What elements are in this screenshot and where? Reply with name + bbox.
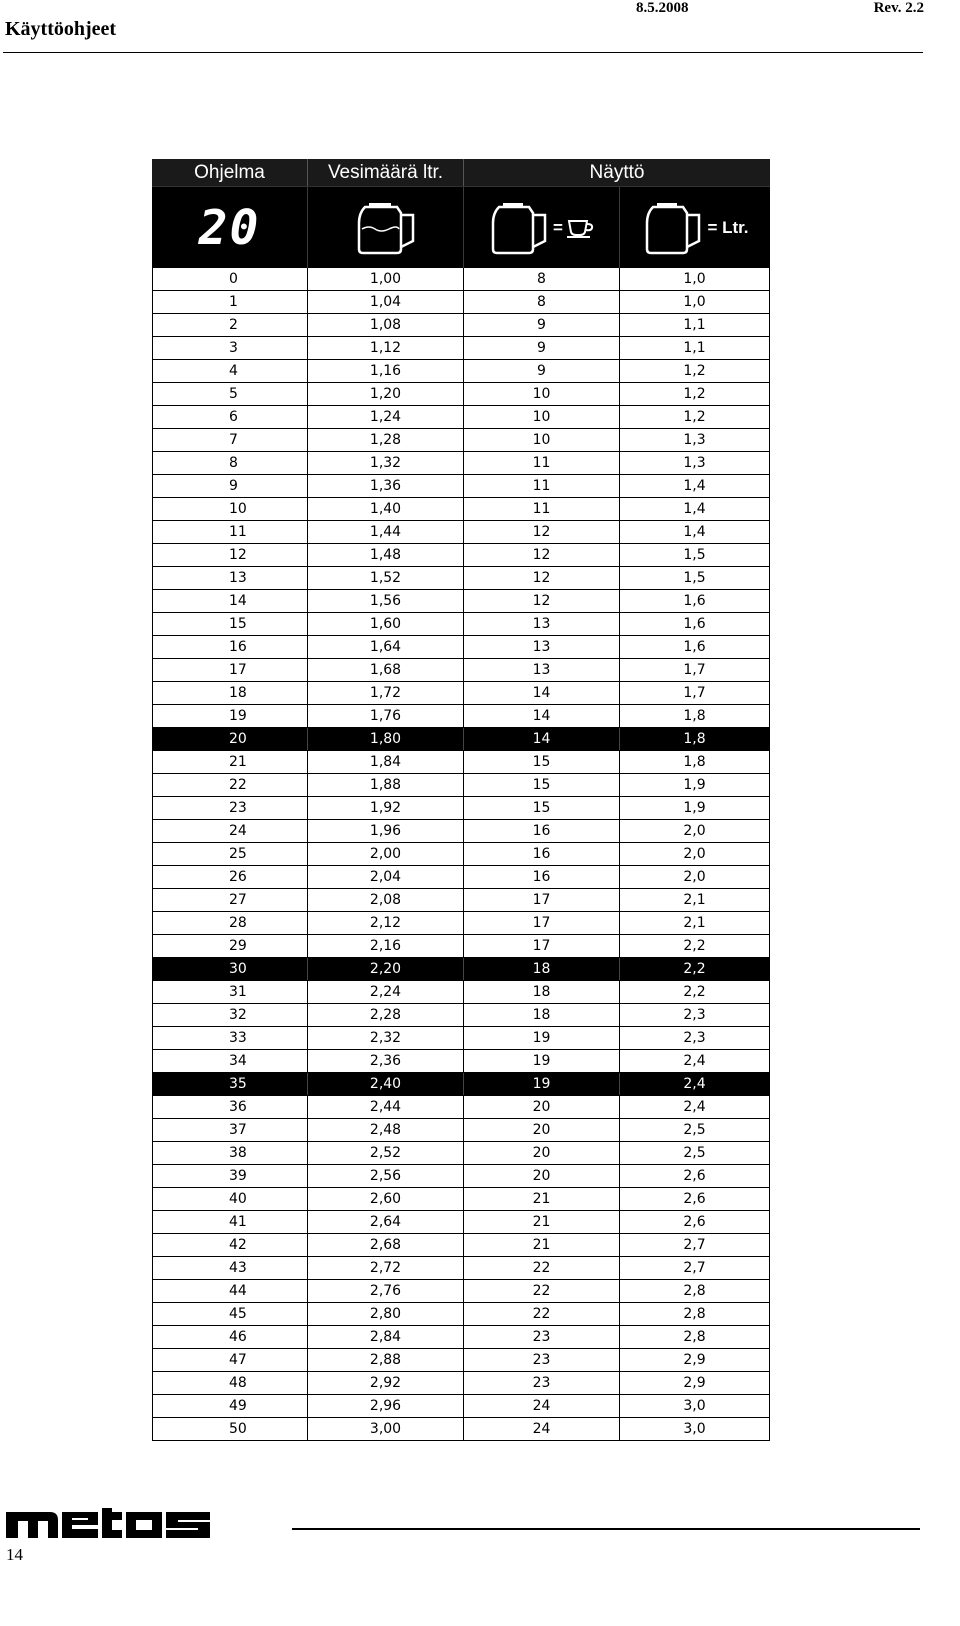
table-row <box>153 405 769 428</box>
water-cell: 1,56 <box>308 590 464 612</box>
cups-cell: 18 <box>464 958 620 980</box>
liters-cell: 2,1 <box>683 892 706 908</box>
liters-cell: 1,6 <box>683 639 706 655</box>
cups-cell: 13 <box>464 659 620 681</box>
table-row <box>153 1348 769 1371</box>
liters-cell: 2,7 <box>683 1260 706 1276</box>
cups-cell: 18 <box>464 981 620 1003</box>
cups-cell: 20 <box>464 1165 620 1187</box>
cups-cell: 8 <box>464 268 620 290</box>
water-cell: 1,60 <box>308 613 464 635</box>
table-row <box>153 1095 769 1118</box>
program-cell: 1 <box>153 291 308 313</box>
water-cell: 1,20 <box>308 383 464 405</box>
program-cell: 45 <box>153 1303 308 1325</box>
liters-cell: 1,2 <box>683 409 706 425</box>
cups-cell: 9 <box>464 337 620 359</box>
document-title: Käyttöohjeet <box>5 18 117 40</box>
cups-cell: 21 <box>464 1234 620 1256</box>
cups-cell: 16 <box>464 820 620 842</box>
cups-cell: 13 <box>464 613 620 635</box>
cups-cell: 8 <box>464 291 620 313</box>
table-row <box>153 934 769 957</box>
liters-cell: 2,6 <box>683 1191 706 1207</box>
water-cell: 1,52 <box>308 567 464 589</box>
table-row <box>153 796 769 819</box>
cup-icon <box>566 216 596 240</box>
water-cell: 2,40 <box>308 1073 464 1095</box>
water-cell: 1,88 <box>308 774 464 796</box>
water-cell: 1,00 <box>308 268 464 290</box>
liters-cell: 1,4 <box>683 501 706 517</box>
liters-cell: 2,7 <box>683 1237 706 1253</box>
program-cell: 21 <box>153 751 308 773</box>
cups-cell: 9 <box>464 360 620 382</box>
program-cell: 18 <box>153 682 308 704</box>
document-date: 8.5.2008 <box>636 0 689 16</box>
table-header-row <box>152 159 770 186</box>
liters-cell: 1,9 <box>683 800 706 816</box>
table-row <box>153 428 769 451</box>
program-cell: 29 <box>153 935 308 957</box>
liters-cell: 1,9 <box>683 777 706 793</box>
program-cell: 24 <box>153 820 308 842</box>
liters-cell: 1,4 <box>683 524 706 540</box>
cups-icon-cell <box>464 187 620 268</box>
table-row-highlighted <box>153 1072 769 1095</box>
cups-cell: 12 <box>464 544 620 566</box>
table-row <box>153 612 769 635</box>
water-cell: 1,24 <box>308 406 464 428</box>
water-cell: 1,64 <box>308 636 464 658</box>
water-cell: 1,84 <box>308 751 464 773</box>
cups-cell: 9 <box>464 314 620 336</box>
water-cell: 2,84 <box>308 1326 464 1348</box>
liters-cell: 2,0 <box>683 823 706 839</box>
table-row <box>153 704 769 727</box>
liters-cell: 1,5 <box>683 547 706 563</box>
water-cell: 1,68 <box>308 659 464 681</box>
program-cell: 19 <box>153 705 308 727</box>
display-value-cell <box>152 187 308 268</box>
liters-cell: 1,6 <box>683 593 706 609</box>
table-row <box>153 474 769 497</box>
cups-cell: 12 <box>464 567 620 589</box>
liters-cell: 1,3 <box>683 455 706 471</box>
liters-cell: 2,5 <box>683 1122 706 1138</box>
liters-cell: 2,2 <box>683 961 706 977</box>
liters-cell: 1,0 <box>683 294 706 310</box>
liters-equals-label: = Ltr. <box>707 217 749 237</box>
water-cell: 2,76 <box>308 1280 464 1302</box>
water-cell: 1,40 <box>308 498 464 520</box>
water-cell: 2,88 <box>308 1349 464 1371</box>
water-cell: 2,04 <box>308 866 464 888</box>
coffee-pot-icon <box>641 201 703 255</box>
cups-cell: 15 <box>464 751 620 773</box>
program-cell: 23 <box>153 797 308 819</box>
water-cell: 1,12 <box>308 337 464 359</box>
water-cell: 1,72 <box>308 682 464 704</box>
cups-cell: 12 <box>464 590 620 612</box>
water-cell: 2,12 <box>308 912 464 934</box>
table-row <box>153 1003 769 1026</box>
liters-cell: 1,7 <box>683 685 706 701</box>
liters-cell: 1,3 <box>683 432 706 448</box>
table-row <box>153 451 769 474</box>
table-row <box>153 336 769 359</box>
table-row <box>153 750 769 773</box>
liters-cell: 1,1 <box>683 317 706 333</box>
program-cell: 26 <box>153 866 308 888</box>
program-cell: 8 <box>153 452 308 474</box>
metos-logo <box>6 1508 212 1540</box>
cups-cell: 21 <box>464 1188 620 1210</box>
liters-cell: 2,3 <box>683 1030 706 1046</box>
table-row <box>153 1279 769 1302</box>
liters-cell: 1,1 <box>683 340 706 356</box>
program-cell: 41 <box>153 1211 308 1233</box>
cups-cell: 10 <box>464 406 620 428</box>
program-cell: 48 <box>153 1372 308 1394</box>
program-cell: 42 <box>153 1234 308 1256</box>
cups-cell: 22 <box>464 1257 620 1279</box>
table-row <box>153 313 769 336</box>
liters-cell: 1,0 <box>683 271 706 287</box>
program-cell: 39 <box>153 1165 308 1187</box>
column-header-program: Ohjelma <box>152 159 308 186</box>
program-cell: 27 <box>153 889 308 911</box>
table-row-highlighted <box>153 727 769 750</box>
water-cell: 2,20 <box>308 958 464 980</box>
water-cell: 2,08 <box>308 889 464 911</box>
liters-cell: 3,0 <box>683 1398 706 1414</box>
table-row <box>153 1325 769 1348</box>
program-cell: 14 <box>153 590 308 612</box>
table-row <box>153 911 769 934</box>
cups-cell: 10 <box>464 429 620 451</box>
water-cell: 2,72 <box>308 1257 464 1279</box>
column-header-water: Vesimäärä ltr. <box>308 159 464 186</box>
program-cell: 11 <box>153 521 308 543</box>
program-cell: 17 <box>153 659 308 681</box>
liters-cell: 2,3 <box>683 1007 706 1023</box>
program-cell: 13 <box>153 567 308 589</box>
program-cell: 38 <box>153 1142 308 1164</box>
table-row <box>153 1371 769 1394</box>
table-row <box>153 865 769 888</box>
cups-cell: 14 <box>464 682 620 704</box>
cups-cell: 13 <box>464 636 620 658</box>
cups-cell: 19 <box>464 1073 620 1095</box>
cups-cell: 15 <box>464 797 620 819</box>
table-row <box>153 1118 769 1141</box>
table-row-highlighted <box>153 957 769 980</box>
liters-icon-cell <box>620 187 770 268</box>
liters-cell: 2,5 <box>683 1145 706 1161</box>
table-row <box>153 635 769 658</box>
cups-cell: 11 <box>464 498 620 520</box>
cups-cell: 11 <box>464 452 620 474</box>
cups-cell: 15 <box>464 774 620 796</box>
cups-cell: 20 <box>464 1119 620 1141</box>
program-cell: 6 <box>153 406 308 428</box>
liters-cell: 2,4 <box>683 1076 706 1092</box>
water-cell: 1,80 <box>308 728 464 750</box>
table-row <box>153 888 769 911</box>
program-cell: 22 <box>153 774 308 796</box>
cups-cell: 20 <box>464 1096 620 1118</box>
program-cell: 20 <box>153 728 308 750</box>
program-cell: 12 <box>153 544 308 566</box>
table-row <box>153 1394 769 1417</box>
cups-cell: 11 <box>464 475 620 497</box>
table-row <box>153 773 769 796</box>
program-cell: 4 <box>153 360 308 382</box>
table-row <box>153 842 769 865</box>
liters-cell: 1,6 <box>683 616 706 632</box>
liters-cell: 1,8 <box>683 731 706 747</box>
table-row <box>153 359 769 382</box>
water-cell: 1,08 <box>308 314 464 336</box>
liters-cell: 1,2 <box>683 363 706 379</box>
table-row <box>153 1187 769 1210</box>
liters-cell: 1,5 <box>683 570 706 586</box>
water-cell: 3,00 <box>308 1418 464 1440</box>
water-cell: 1,92 <box>308 797 464 819</box>
table-row <box>153 819 769 842</box>
water-cell: 1,28 <box>308 429 464 451</box>
liters-cell: 2,6 <box>683 1214 706 1230</box>
table-row <box>153 1164 769 1187</box>
program-cell: 31 <box>153 981 308 1003</box>
liters-cell: 2,4 <box>683 1053 706 1069</box>
program-cell: 16 <box>153 636 308 658</box>
table-body <box>152 268 770 1441</box>
table-row <box>153 1417 769 1440</box>
cups-cell: 16 <box>464 866 620 888</box>
liters-cell: 2,2 <box>683 938 706 954</box>
water-cell: 2,60 <box>308 1188 464 1210</box>
table-row <box>153 268 769 290</box>
program-cell: 28 <box>153 912 308 934</box>
liters-cell: 2,9 <box>683 1375 706 1391</box>
program-cell: 7 <box>153 429 308 451</box>
program-cell: 40 <box>153 1188 308 1210</box>
footer-divider <box>292 1528 920 1530</box>
water-cell: 1,44 <box>308 521 464 543</box>
cups-cell: 17 <box>464 889 620 911</box>
table-row <box>153 497 769 520</box>
cups-cell: 23 <box>464 1349 620 1371</box>
program-table <box>152 159 770 1441</box>
water-cell: 1,48 <box>308 544 464 566</box>
table-row <box>153 1049 769 1072</box>
cups-cell: 19 <box>464 1050 620 1072</box>
cups-cell: 17 <box>464 912 620 934</box>
coffee-pot-icon <box>351 201 421 255</box>
water-cell: 2,00 <box>308 843 464 865</box>
water-cell: 1,04 <box>308 291 464 313</box>
water-cell: 2,56 <box>308 1165 464 1187</box>
liters-cell: 2,2 <box>683 984 706 1000</box>
segment-display-value: 20 <box>198 199 261 256</box>
table-row <box>153 1256 769 1279</box>
cups-cell: 14 <box>464 728 620 750</box>
page-number: 14 <box>6 1545 23 1564</box>
table-row <box>153 543 769 566</box>
cups-cell: 12 <box>464 521 620 543</box>
liters-cell: 1,7 <box>683 662 706 678</box>
liters-cell: 2,4 <box>683 1099 706 1115</box>
water-cell: 1,76 <box>308 705 464 727</box>
liters-cell: 2,0 <box>683 869 706 885</box>
liters-cell: 2,0 <box>683 846 706 862</box>
cups-cell: 24 <box>464 1418 620 1440</box>
table-icon-row <box>152 186 770 268</box>
water-icon-cell <box>308 187 464 268</box>
cups-cell: 20 <box>464 1142 620 1164</box>
coffee-pot-icon <box>487 201 549 255</box>
water-cell: 1,16 <box>308 360 464 382</box>
water-cell: 2,28 <box>308 1004 464 1026</box>
water-cell: 2,36 <box>308 1050 464 1072</box>
program-cell: 30 <box>153 958 308 980</box>
cups-cell: 19 <box>464 1027 620 1049</box>
water-cell: 2,52 <box>308 1142 464 1164</box>
program-cell: 2 <box>153 314 308 336</box>
water-cell: 2,64 <box>308 1211 464 1233</box>
cups-cell: 18 <box>464 1004 620 1026</box>
water-cell: 1,32 <box>308 452 464 474</box>
liters-cell: 3,0 <box>683 1421 706 1437</box>
table-row <box>153 290 769 313</box>
water-cell: 1,36 <box>308 475 464 497</box>
liters-cell: 2,6 <box>683 1168 706 1184</box>
program-cell: 34 <box>153 1050 308 1072</box>
cups-cell: 23 <box>464 1372 620 1394</box>
liters-cell: 1,2 <box>683 386 706 402</box>
table-row <box>153 520 769 543</box>
table-row <box>153 658 769 681</box>
liters-cell: 1,4 <box>683 478 706 494</box>
table-row <box>153 681 769 704</box>
column-header-display: Näyttö <box>589 161 645 183</box>
table-row <box>153 1141 769 1164</box>
liters-cell: 2,9 <box>683 1352 706 1368</box>
water-cell: 2,16 <box>308 935 464 957</box>
program-cell: 33 <box>153 1027 308 1049</box>
table-row <box>153 1302 769 1325</box>
cups-cell: 10 <box>464 383 620 405</box>
liters-cell: 2,8 <box>683 1329 706 1345</box>
cups-cell: 23 <box>464 1326 620 1348</box>
cups-cell: 21 <box>464 1211 620 1233</box>
liters-cell: 2,8 <box>683 1283 706 1299</box>
document-revision: Rev. 2.2 <box>873 0 924 16</box>
program-cell: 3 <box>153 337 308 359</box>
program-cell: 44 <box>153 1280 308 1302</box>
table-row <box>153 382 769 405</box>
program-cell: 10 <box>153 498 308 520</box>
program-cell: 5 <box>153 383 308 405</box>
program-cell: 35 <box>153 1073 308 1095</box>
table-row <box>153 589 769 612</box>
water-cell: 2,68 <box>308 1234 464 1256</box>
liters-cell: 2,1 <box>683 915 706 931</box>
program-cell: 15 <box>153 613 308 635</box>
cups-cell: 24 <box>464 1395 620 1417</box>
cups-cell: 22 <box>464 1280 620 1302</box>
program-cell: 36 <box>153 1096 308 1118</box>
program-cell: 25 <box>153 843 308 865</box>
table-row <box>153 1233 769 1256</box>
cups-equals-label: = <box>553 217 563 237</box>
table-row <box>153 566 769 589</box>
cups-cell: 16 <box>464 843 620 865</box>
header-divider <box>3 52 923 53</box>
program-cell: 46 <box>153 1326 308 1348</box>
liters-cell: 1,8 <box>683 708 706 724</box>
liters-cell: 2,8 <box>683 1306 706 1322</box>
water-cell: 2,80 <box>308 1303 464 1325</box>
cups-cell: 14 <box>464 705 620 727</box>
table-row <box>153 1026 769 1049</box>
water-cell: 2,44 <box>308 1096 464 1118</box>
program-cell: 49 <box>153 1395 308 1417</box>
liters-cell: 1,8 <box>683 754 706 770</box>
water-cell: 1,96 <box>308 820 464 842</box>
program-cell: 37 <box>153 1119 308 1141</box>
water-cell: 2,32 <box>308 1027 464 1049</box>
program-cell: 43 <box>153 1257 308 1279</box>
program-cell: 32 <box>153 1004 308 1026</box>
water-cell: 2,24 <box>308 981 464 1003</box>
cups-cell: 22 <box>464 1303 620 1325</box>
program-cell: 47 <box>153 1349 308 1371</box>
table-row <box>153 980 769 1003</box>
water-cell: 2,48 <box>308 1119 464 1141</box>
water-cell: 2,96 <box>308 1395 464 1417</box>
cups-cell: 17 <box>464 935 620 957</box>
water-cell: 2,92 <box>308 1372 464 1394</box>
table-row <box>153 1210 769 1233</box>
program-cell: 0 <box>153 268 308 290</box>
program-cell: 9 <box>153 475 308 497</box>
program-cell: 50 <box>153 1418 308 1440</box>
